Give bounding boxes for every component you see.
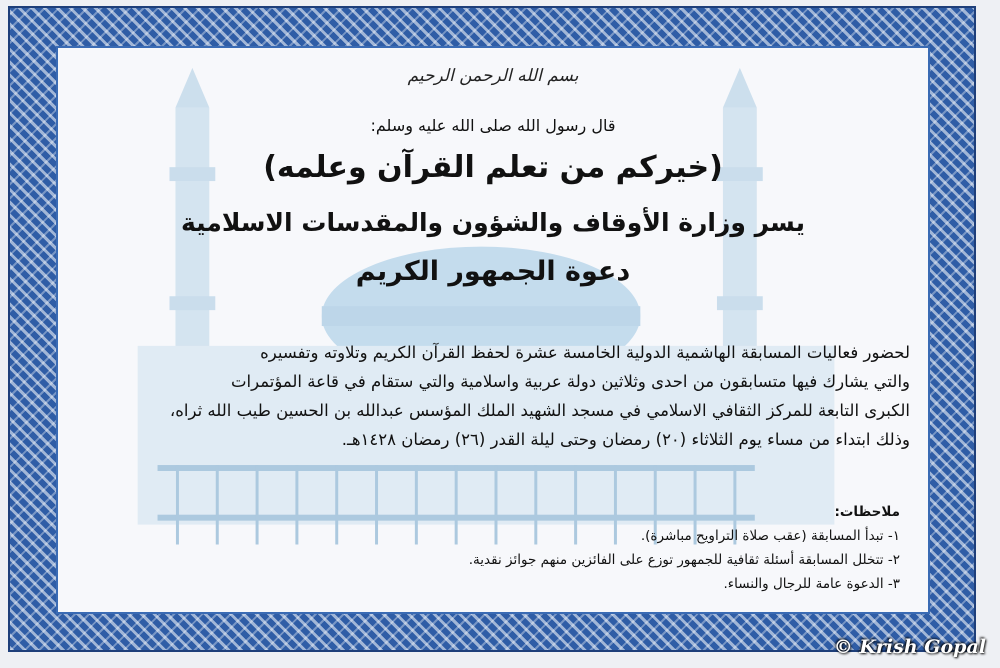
hadith-quote: (خيركم من تعلم القرآن وعلمه)	[263, 150, 723, 185]
hadith-intro: قال رسول الله صلى الله عليه وسلم:	[370, 116, 616, 135]
notes-section	[100, 500, 900, 596]
notes-title: ملاحظات:	[834, 504, 900, 520]
photographer-watermark: © Krish Gopal	[833, 636, 986, 658]
body-line: لحضور فعاليات المسابقة الهاشمية الدولية الخامسة عشرة لحفظ القرآن الكريم وتلاوته وتفسيره	[260, 343, 910, 362]
note-item: ٣- الدعوة عامة للرجال والنساء.	[723, 576, 900, 592]
basmala: بسم الله الرحمن الرحيم	[407, 66, 579, 86]
poster-sheet	[56, 46, 930, 614]
note-item: ٢- تتخلل المسابقة أسئلة ثقافية للجمهور توزع على الفائزين منهم جوائز نقدية.	[468, 552, 900, 568]
body-line: والتي يشارك فيها متسابقون من احدى وثلاثين دولة عربية واسلامية والتي ستقام في قاعة المؤتمرات	[230, 372, 910, 391]
announcement-body	[68, 338, 910, 454]
note-item: ١- تبدأ المسابقة (عقب صلاة التراويح مباشرة).	[640, 528, 900, 544]
body-line: وذلك ابتداء من مساء يوم الثلاثاء (٢٠) رمضان وحتى ليلة القدر (٢٦) رمضان ١٤٢٨هـ.	[341, 430, 910, 449]
invitation-heading: دعوة الجمهور الكريم	[355, 256, 631, 287]
decorative-border	[8, 6, 976, 652]
body-line: الكبرى التابعة للمركز الثقافي الاسلامي في مسجد الشهيد الملك المؤسس عبدالله بن الحسين طيب الله ثراه،	[169, 401, 910, 420]
ministry-heading: يسر وزارة الأوقاف والشؤون والمقدسات الاسلامية	[181, 208, 805, 237]
